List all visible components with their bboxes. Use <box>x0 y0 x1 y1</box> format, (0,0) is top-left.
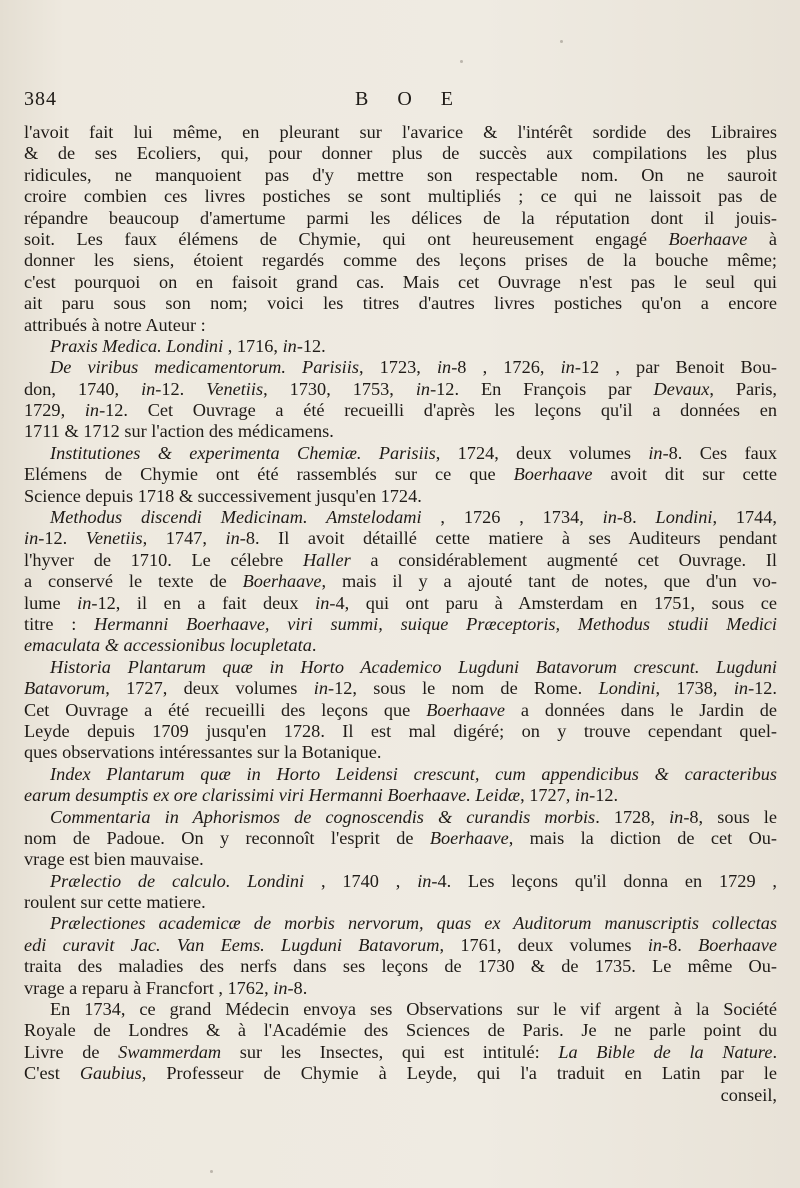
text-line <box>24 528 777 549</box>
italic-text: in <box>77 592 92 613</box>
italic-text: Venetiis <box>85 528 143 549</box>
text-run: -8. Il avoit détaillé cette matiere à ses Auditeurs pendant <box>239 528 777 549</box>
text-run: , 1727, <box>520 785 575 806</box>
text-line <box>24 742 777 763</box>
italic-text: Batavorum <box>24 678 106 699</box>
text-line <box>24 1085 777 1106</box>
text-run: l'avoit fait lui même, en pleurant sur l'avarice & l'intérêt sordide des Libraires <box>24 122 777 142</box>
italic-text: in <box>602 507 617 528</box>
text-line <box>24 721 777 742</box>
text-run: titre : <box>24 613 95 634</box>
text-run: -8. Ces faux <box>662 442 777 463</box>
text-run: Science depuis 1718 & successivement jusqu'en 1724. <box>24 485 422 506</box>
text-run: 1729, <box>24 400 85 421</box>
text-run: , 1730, 1753, <box>263 378 416 399</box>
text-run: , 1716, <box>223 335 283 356</box>
text-run: traita des maladies des nerfs dans ses leçons de 1730 & de 1735. Le même Ou- <box>24 956 777 977</box>
text-run: & de ses Ecoliers, qui, pour donner plus de succès aux compilations les plus <box>24 143 777 164</box>
italic-text: in <box>647 934 663 955</box>
text-run: , 1727, deux volumes <box>105 678 314 699</box>
text-run: c'est pourquoi on en faisoit grand cas. Mais cet Ouvrage n'est pas le seul qui <box>24 271 777 292</box>
text-run: ridicules, ne manquoient pas d'y mettre son respectable nom. On ne sauroit <box>24 164 777 185</box>
italic-text: Venetiis <box>206 378 264 399</box>
text-run: , 1740 , <box>304 870 418 891</box>
italic-text: Historia Plantarum quæ in Horto Academico Lugduni Batavorum crescunt. Lugduni <box>50 656 777 677</box>
text-line <box>24 507 777 528</box>
italic-text: Prælectiones academicæ de morbis nervorum, quas ex Auditorum manuscriptis collectas <box>50 913 777 934</box>
italic-text: in <box>273 977 288 998</box>
text-run: -12 , par Benoit Bou- <box>574 357 777 378</box>
text-run: , Paris, <box>709 378 777 399</box>
text-run: nom de Padoue. On y reconnoît l'esprit de <box>24 827 430 848</box>
text-run: Leyde depuis 1709 jusqu'en 1728. Il est mal digéré; on y trouve cependant quel- <box>24 720 777 741</box>
text-run: -8. <box>616 507 656 528</box>
text-line <box>24 464 777 485</box>
italic-text: in <box>225 528 240 549</box>
italic-text: Boerhaave <box>513 464 593 485</box>
text-run: , mais il y a ajouté tant de notes, que d'un vo- <box>321 571 777 592</box>
text-run: Elémens de Chymie ont été rassemblés sur ce que <box>24 464 514 485</box>
page-number: 384 <box>24 88 57 110</box>
text-run: -8. <box>662 934 699 955</box>
text-line <box>24 1063 777 1084</box>
text-run: , 1724, deux volumes <box>435 442 649 463</box>
text-run: sur les Insectes, qui est intitulé: <box>221 1041 559 1062</box>
text-run: lume <box>24 592 78 613</box>
italic-text: in <box>141 378 156 399</box>
text-run: -12. <box>38 528 86 549</box>
text-run: -12, il en a fait deux <box>91 592 316 613</box>
italic-text: La Bible de la Nature <box>558 1041 773 1062</box>
italic-text: in <box>669 806 684 827</box>
running-head: B O E <box>355 88 465 110</box>
text-line <box>24 1020 777 1041</box>
text-line <box>24 807 777 828</box>
text-line <box>24 913 777 934</box>
text-line <box>24 571 777 592</box>
text-run: conseil, <box>720 1084 777 1105</box>
italic-text: in <box>84 400 100 421</box>
text-run: répandre beaucoup d'amertume parmi les délices de la réputation dont il jouis- <box>24 207 777 228</box>
text-run: . <box>311 635 317 656</box>
italic-text: Haller <box>302 549 351 570</box>
text-run: a données dans le Jardin de <box>505 699 777 720</box>
text-line <box>24 956 777 977</box>
text-line <box>24 421 777 442</box>
italic-text: in <box>436 357 452 378</box>
text-run: vrage a reparu à Francfort , 1762, <box>24 977 274 998</box>
text-line <box>24 143 777 164</box>
text-line <box>24 443 777 464</box>
text-line <box>24 700 777 721</box>
text-run: C'est <box>24 1063 80 1084</box>
text-run: a conservé le texte de <box>24 571 243 592</box>
text-run: donner les siens, étoient regardés comme des leçons prises de la bouche même; <box>24 250 777 271</box>
text-run: -12. En François par <box>430 378 654 399</box>
text-run: -12, sous le nom de Rome. <box>327 678 599 699</box>
text-run: -8, sous le <box>683 806 777 827</box>
text-run: ait paru sous son nom; voici les titres d'autres livres postiches qu'on a encore <box>24 293 777 314</box>
text-run: , 1744, <box>712 507 777 528</box>
text-run: croire combien ces livres postiches se sont multipliés ; ce qui ne laissoit pas de <box>24 186 777 207</box>
text-run: Royale de Londres & à l'Académie des Sciences de Paris. Je ne parle point du <box>24 1020 777 1041</box>
text-run: -4, qui ont paru à Amsterdam en 1751, sous ce <box>329 592 777 613</box>
text-line <box>24 978 777 999</box>
text-run: ques observations intéressantes sur la Botanique. <box>24 742 382 763</box>
italic-text: edi curavit Jac. Van Eems. Lugduni Batavorum <box>24 934 440 955</box>
italic-text: in <box>313 678 328 699</box>
text-run: , 1761, deux volumes <box>439 934 648 955</box>
text-line <box>24 593 777 614</box>
italic-text: Commentaria in Aphorismos de cognoscendis & curandis morbis <box>50 806 596 827</box>
text-line <box>24 357 777 378</box>
text-line <box>24 165 777 186</box>
italic-text: Boerhaave <box>242 571 322 592</box>
text-run: . <box>772 1041 777 1062</box>
text-run: , Professeur de Chymie à Leyde, qui l'a traduit en Latin par le <box>141 1063 777 1084</box>
text-line <box>24 336 777 357</box>
text-run: -12. <box>296 335 326 356</box>
text-line <box>24 999 777 1020</box>
italic-text: Boerhaave <box>698 934 777 955</box>
italic-text: Boerhaave <box>668 228 748 249</box>
text-line <box>24 250 777 271</box>
text-line <box>24 871 777 892</box>
italic-text: in <box>560 357 575 378</box>
italic-text: Swammerdam <box>118 1041 222 1062</box>
text-run: don, 1740, <box>24 378 142 399</box>
text-run: . 1728, <box>595 806 670 827</box>
italic-text: Hermanni Boerhaave, viri summi, suique Præceptoris, Methodus studii Medici <box>94 613 777 634</box>
italic-text: in <box>415 378 431 399</box>
text-run: à <box>747 228 777 249</box>
italic-text: in <box>733 678 749 699</box>
italic-text: Institutiones & experimenta Chemiæ. Parisiis <box>50 442 436 463</box>
italic-text: in <box>648 442 663 463</box>
text-run: vrage est bien mauvaise. <box>24 849 204 870</box>
italic-text: Londini <box>598 678 656 699</box>
text-line <box>24 614 777 635</box>
italic-text: Londini <box>655 507 713 528</box>
text-line <box>24 293 777 314</box>
text-line <box>24 657 777 678</box>
italic-text: Devaux <box>653 378 710 399</box>
text-line <box>24 1042 777 1063</box>
text-line <box>24 186 777 207</box>
italic-text: in <box>417 870 432 891</box>
text-run: , 1726 , 1734, <box>421 507 603 528</box>
text-body <box>24 122 777 1106</box>
text-run: Livre de <box>24 1041 119 1062</box>
italic-text: earum desumptis ex ore clarissimi viri Hermanni Boerhaave. Leidæ <box>24 785 521 806</box>
text-run: a considérablement augmenté cet Ouvrage. Il <box>350 549 777 570</box>
italic-text: in <box>24 528 39 549</box>
text-line <box>24 828 777 849</box>
text-line <box>24 315 777 336</box>
text-line <box>24 208 777 229</box>
italic-text: Boerhaave <box>426 699 506 720</box>
text-run: Cet Ouvrage a été recueilli des leçons que <box>24 699 427 720</box>
text-line <box>24 379 777 400</box>
text-line <box>24 229 777 250</box>
text-line <box>24 849 777 870</box>
text-run: , 1738, <box>655 678 734 699</box>
text-run: -12. <box>155 378 207 399</box>
text-line <box>24 635 777 656</box>
italic-text: in <box>574 785 590 806</box>
text-line <box>24 785 777 806</box>
text-line <box>24 122 777 143</box>
italic-text: emaculata & accessionibus locupletata <box>24 635 312 656</box>
italic-text: Index Plantarum quæ in Horto Leidensi crescunt, cum appendicibus & caracteribus <box>50 763 777 784</box>
text-run: -8. <box>287 977 308 998</box>
italic-text: Praxis Medica. Londini <box>50 335 224 356</box>
text-run: 1711 & 1712 sur l'action des médicamens. <box>24 421 334 442</box>
text-line <box>24 550 777 571</box>
text-line <box>24 400 777 421</box>
text-run: attribués à notre Auteur : <box>24 314 206 335</box>
page-header <box>24 88 776 116</box>
text-run: avoit dit sur cette <box>592 464 777 485</box>
text-line <box>24 764 777 785</box>
italic-text: in <box>315 592 330 613</box>
text-run: -12. <box>748 678 777 699</box>
text-run: , mais la diction de cet Ou- <box>508 827 777 848</box>
text-run: -12. <box>589 785 619 806</box>
italic-text: Boerhaave <box>429 827 509 848</box>
text-line <box>24 272 777 293</box>
text-run: , 1723, <box>358 357 437 378</box>
text-run: l'hyver de 1710. Le célebre <box>24 549 303 570</box>
text-run: soit. Les faux élémens de Chymie, qui ont heureusement engagé <box>24 228 669 249</box>
text-run: -12. Cet Ouvrage a été recueilli d'après les leçons qu'il a données en <box>99 400 777 421</box>
text-run: roulent sur cette matiere. <box>24 892 206 913</box>
text-run: -4. Les leçons qu'il donna en 1729 , <box>431 870 777 891</box>
italic-text: De viribus medicamentorum. Parisiis <box>50 357 359 378</box>
text-run: En 1734, ce grand Médecin envoya ses Observations sur le vif argent à la Société <box>50 999 777 1020</box>
italic-text: Prælectio de calculo. Londini <box>50 870 305 891</box>
italic-text: Methodus discendi Medicinam. Amstelodami <box>50 507 422 528</box>
text-line <box>24 678 777 699</box>
text-run: , 1747, <box>142 528 226 549</box>
italic-text: Gaubius <box>79 1063 142 1084</box>
text-line <box>24 486 777 507</box>
text-run: -8 , 1726, <box>451 357 561 378</box>
text-line <box>24 935 777 956</box>
italic-text: in <box>282 335 297 356</box>
text-line <box>24 892 777 913</box>
